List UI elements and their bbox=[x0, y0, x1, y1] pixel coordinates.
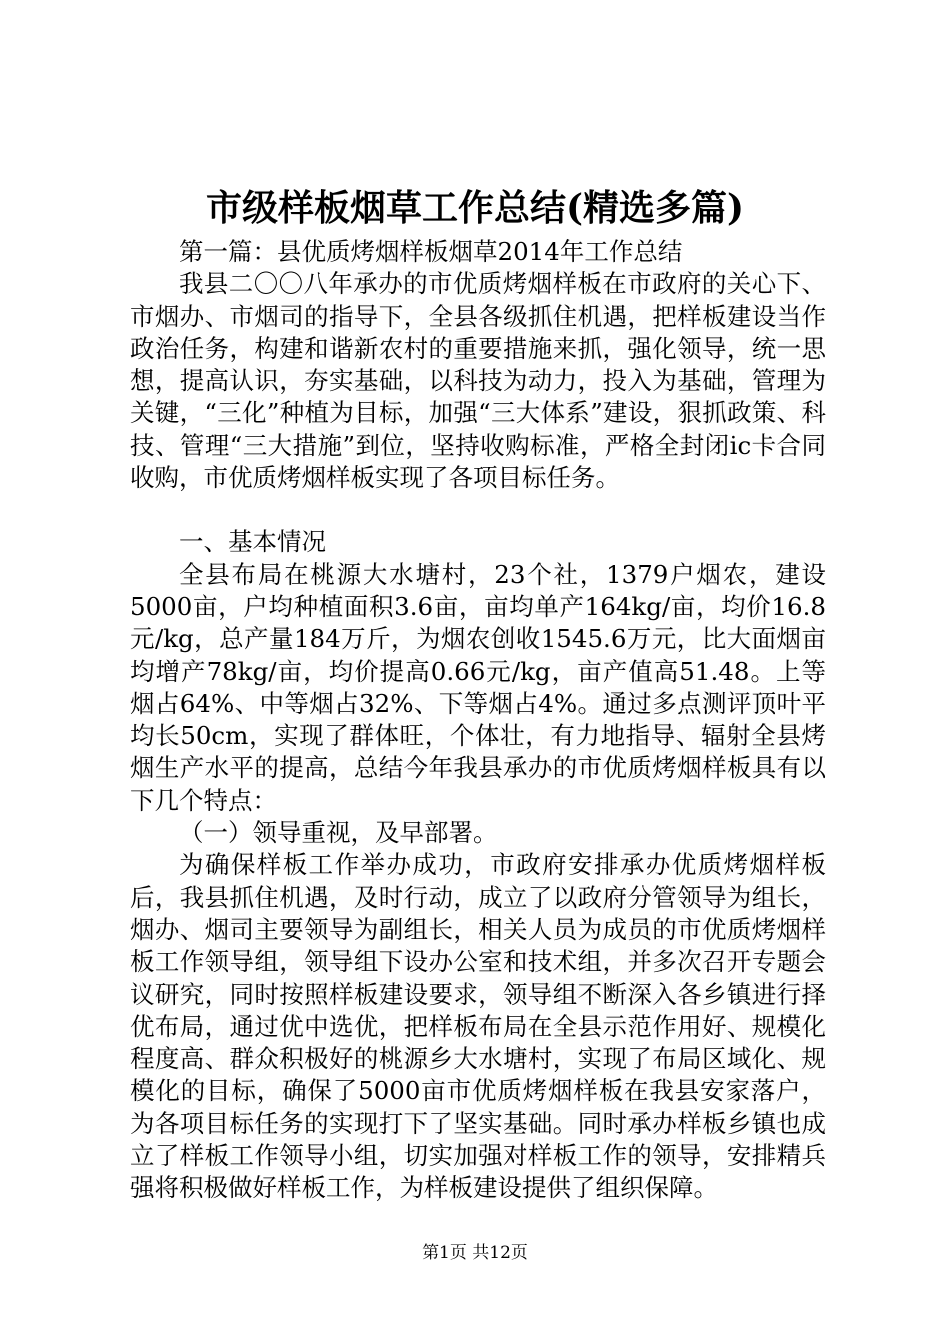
page-footer: 第1页 共12页 bbox=[422, 1243, 528, 1263]
section-heading: 第一篇：县优质烤烟样板烟草2014年工作总结 bbox=[179, 237, 683, 266]
section-heading: 一、基本情况 bbox=[179, 527, 326, 557]
paragraph: 为确保样板工作举办成功，市政府安排承办优质烤烟样板后，我县抓住机遇，及时行动，成立了以政府分管领导为组长，烟办、烟司主要领导为副组长，相关人员为成员的市优质烤烟样板工作领导组，领导组下设办公室和技术组，并多次召开专题会议研究，同时按照样板建设要求，领导组不断深入各乡镇进行择优布局，通过优中选优，把样板布局在全县示范作用好、规模化程度高、群众积极好的桃源乡大水塘村，实现了布局区域化、规模化的目标，确保了5000亩市优质烤烟样板在我县安家落户，为各项目标任务的实现打下了坚实基础。同时承办样板乡镇也成立了样板工作领导小组，切实加强对样板工作的领导，安排精兵强将积极做好样板工作，为样板建设提供了组织保障。 bbox=[130, 850, 826, 1203]
paragraph: 全县布局在桃源大水塘村，23个社，1379户烟农，建设5000亩，户均种植面积3.6亩，亩均单产164kg/亩，均价16.8元/kg，总产量184万斤，为烟农创收1545.6万元，比大面烟亩均增产78kg/亩，均价提高0.66元/kg，亩产值高51.48。上等烟占64%、中等烟占32%、下等烟占4%。通过多点测评顶叶平均长50cm，实现了群体旺，个体壮，有力地指导、辐射全县烤烟生产水平的提高，总结今年我县承办的市优质烤烟样板具有以下几个特点： bbox=[130, 559, 826, 815]
document-body bbox=[130, 236, 826, 1205]
document-title: 市级样板烟草工作总结(精选多篇) bbox=[205, 187, 745, 229]
paragraph: 我县二〇〇八年承办的市优质烤烟样板在市政府的关心下、市烟办、市烟司的指导下，全县各级抓住机遇，把样板建设当作政治任务，构建和谐新农村的重要措施来抓，强化领导，统一思想，提高认识，夯实基础，以科技为动力，投入为基础，管理为关键，“三化”种植为目标，加强“三大体系”建设，狠抓政策、科技、管理“三大措施”到位，坚持收购标准，严格全封闭ic卡合同收购，市优质烤烟样板实现了各项目标任务。 bbox=[130, 269, 826, 493]
subsection-heading: （一）领导重视，及早部署。 bbox=[179, 818, 498, 848]
